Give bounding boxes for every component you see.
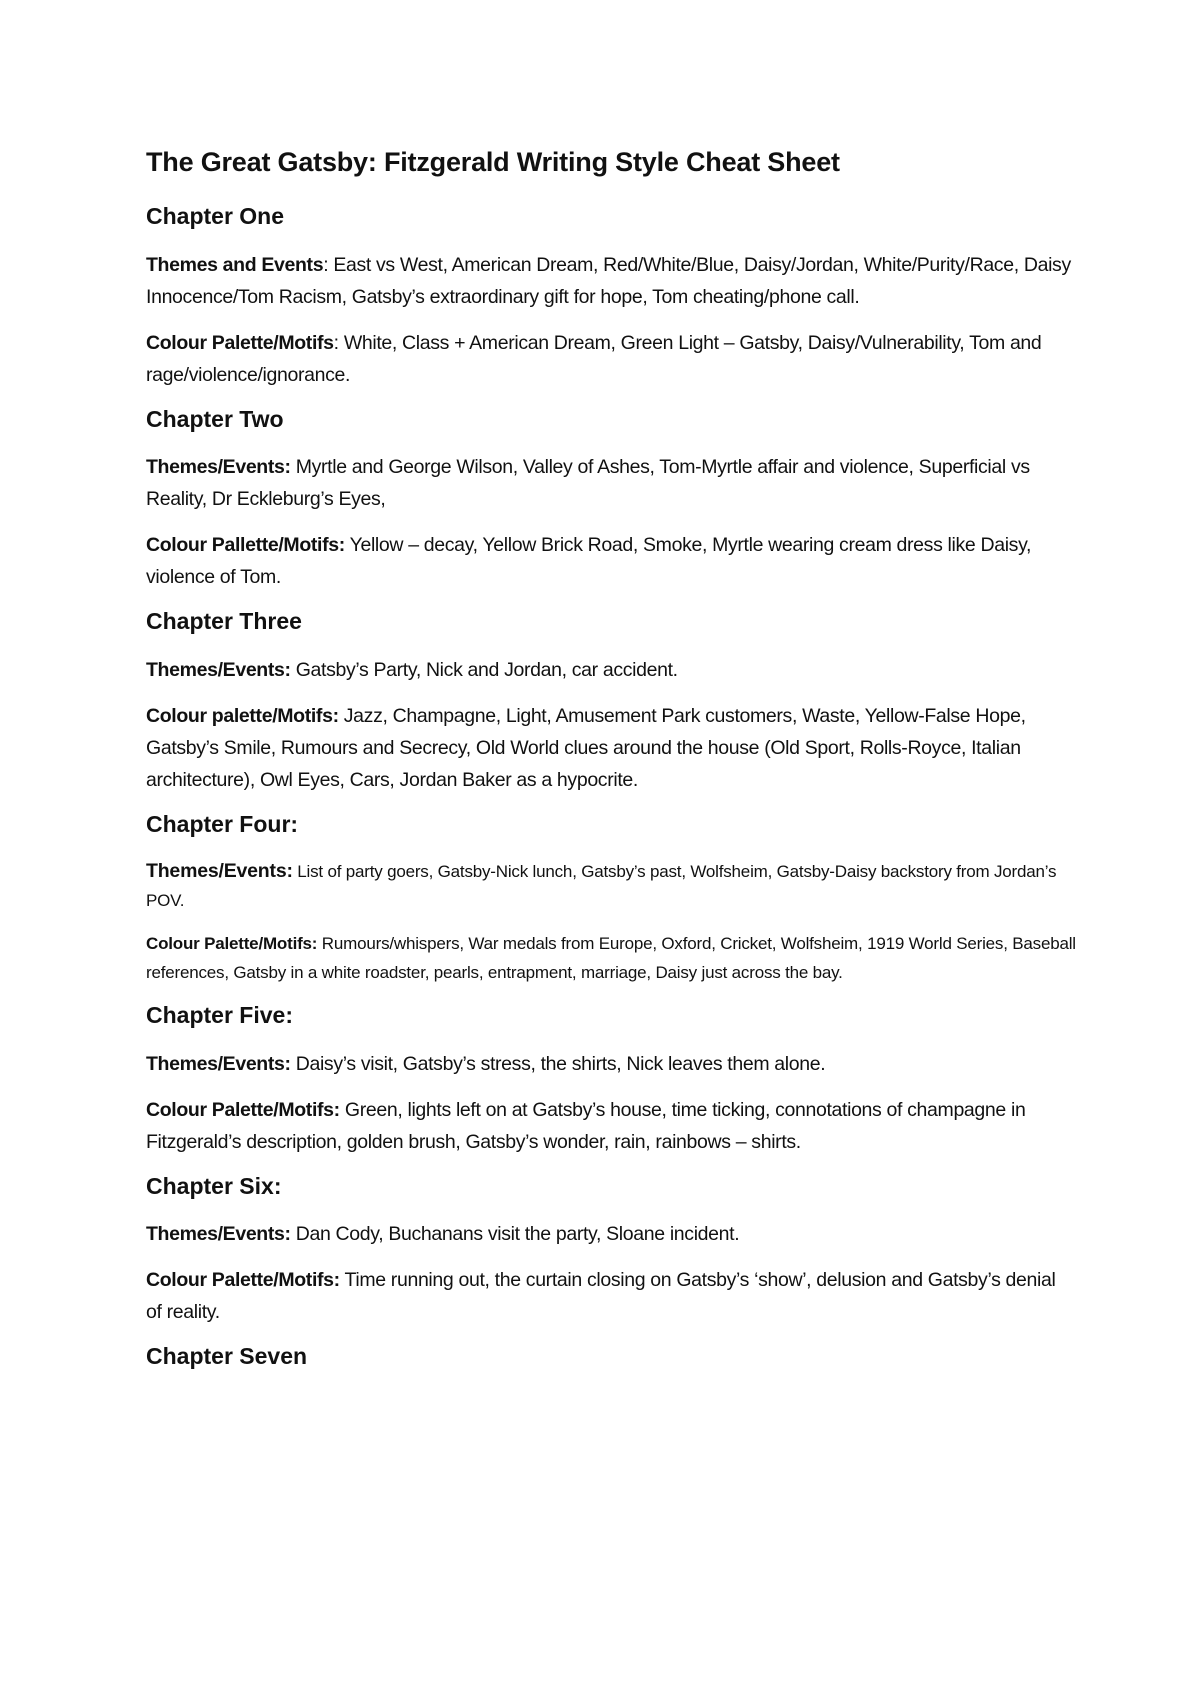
chapter-heading: Chapter Two xyxy=(146,405,284,432)
paragraph-text: White, Class + American Dream, Green Light – Gatsby, Daisy/Vulnerability, Tom and rage/violence/ignorance. xyxy=(146,331,1042,386)
paragraph-label: Colour Palette/Motifs: xyxy=(146,1269,340,1292)
paragraph-text: Time running out, the curtain closing on Gatsby’s ‘show’, delusion and Gatsby’s denial of reality. xyxy=(146,1269,1056,1324)
chapter-heading: Chapter Seven xyxy=(146,1343,308,1370)
chapter-section xyxy=(146,1001,1076,1158)
chapter-section xyxy=(146,607,1076,796)
chapter-paragraph xyxy=(146,1094,1076,1158)
chapter-heading: Chapter Six: xyxy=(146,1172,282,1199)
paragraph-text: East vs West, American Dream, Red/White/Blue, Daisy/Jordan, White/Purity/Race, Daisy Innocence/Tom Racism, Gatsby’s extraordinary gift for hope, Tom cheating/phone call. xyxy=(146,253,1071,308)
paragraph-label: Themes/Events: xyxy=(146,659,291,681)
document-body xyxy=(146,146,1076,1389)
chapter-section xyxy=(146,405,1076,594)
paragraph-text: Dan Cody, Buchanans visit the party, Sloane incident. xyxy=(290,1223,740,1246)
paragraph-separator: : xyxy=(333,331,339,354)
paragraph-label: Colour palette/Motifs: xyxy=(146,705,339,727)
chapter-paragraph xyxy=(146,1264,1076,1328)
chapter-paragraph xyxy=(146,327,1076,391)
paragraph-label: Themes and Events xyxy=(146,253,324,276)
paragraph-label: Colour Palette/Motifs: xyxy=(146,933,318,953)
paragraph-separator: : xyxy=(323,253,329,276)
chapter-section xyxy=(146,1172,1076,1329)
chapter-section xyxy=(146,1342,1076,1371)
paragraph-text: Yellow – decay, Yellow Brick Road, Smoke, Myrtle wearing cream dress like Daisy, violence of Tom. xyxy=(146,534,1032,589)
chapter-paragraph xyxy=(146,857,1076,915)
paragraph-label: Themes/Events: xyxy=(146,1223,291,1246)
paragraph-label: Themes/Events: xyxy=(146,859,293,882)
chapter-paragraph xyxy=(146,451,1076,515)
chapter-paragraph xyxy=(146,929,1076,987)
chapter-paragraph xyxy=(146,700,1076,796)
paragraph-label: Colour Palette/Motifs xyxy=(146,331,334,354)
chapter-paragraph xyxy=(146,654,1076,686)
chapter-paragraph xyxy=(146,529,1076,593)
paragraph-text: Green, lights left on at Gatsby’s house, time ticking, connotations of champagne in Fitzgerald’s description, golden brush, Gatsby’s wonder, rain, rainbows – shirts. xyxy=(146,1098,1026,1153)
paragraph-text: Rumours/whispers, War medals from Europe, Oxford, Cricket, Wolfsheim, 1919 World Series, Baseball references, Gatsby in a white roadster, pearls, entrapment, marriage, Daisy just across the bay. xyxy=(146,933,1076,982)
chapter-heading: Chapter Five: xyxy=(146,1001,293,1028)
paragraph-text: Jazz, Champagne, Light, Amusement Park customers, Waste, Yellow-False Hope, Gatsby’s Smile, Rumours and Secrecy, Old World clues around the house (Old Sport, Rolls-Royce, Italian architecture), Owl Eyes, Cars, Jordan Baker as a hypocrite. xyxy=(146,705,1026,791)
paragraph-label: Colour Palette/Motifs: xyxy=(146,1098,340,1121)
chapter-heading: Chapter Three xyxy=(146,608,302,635)
paragraph-label: Themes/Events: xyxy=(146,456,291,479)
chapter-heading: Chapter Four: xyxy=(146,811,299,837)
paragraph-text: List of party goers, Gatsby-Nick lunch, Gatsby’s past, Wolfsheim, Gatsby-Daisy backstory from Jordan’s POV. xyxy=(146,861,1057,910)
paragraph-text: Gatsby’s Party, Nick and Jordan, car accident. xyxy=(290,659,678,681)
chapter-paragraph xyxy=(146,249,1076,313)
paragraph-text: Myrtle and George Wilson, Valley of Ashes, Tom-Myrtle affair and violence, Superficial vs Reality, Dr Eckleburg’s Eyes, xyxy=(146,456,1030,511)
document-title: The Great Gatsby: Fitzgerald Writing Style Cheat Sheet xyxy=(146,147,840,177)
chapter-paragraph xyxy=(146,1218,1076,1250)
chapter-paragraph xyxy=(146,1048,1076,1080)
chapter-section xyxy=(146,202,1076,391)
chapter-section xyxy=(146,810,1076,987)
paragraph-text: Daisy’s visit, Gatsby’s stress, the shirts, Nick leaves them alone. xyxy=(290,1052,826,1075)
paragraph-label: Colour Pallette/Motifs: xyxy=(146,534,345,557)
paragraph-label: Themes/Events: xyxy=(146,1052,291,1075)
chapter-heading: Chapter One xyxy=(146,202,285,229)
